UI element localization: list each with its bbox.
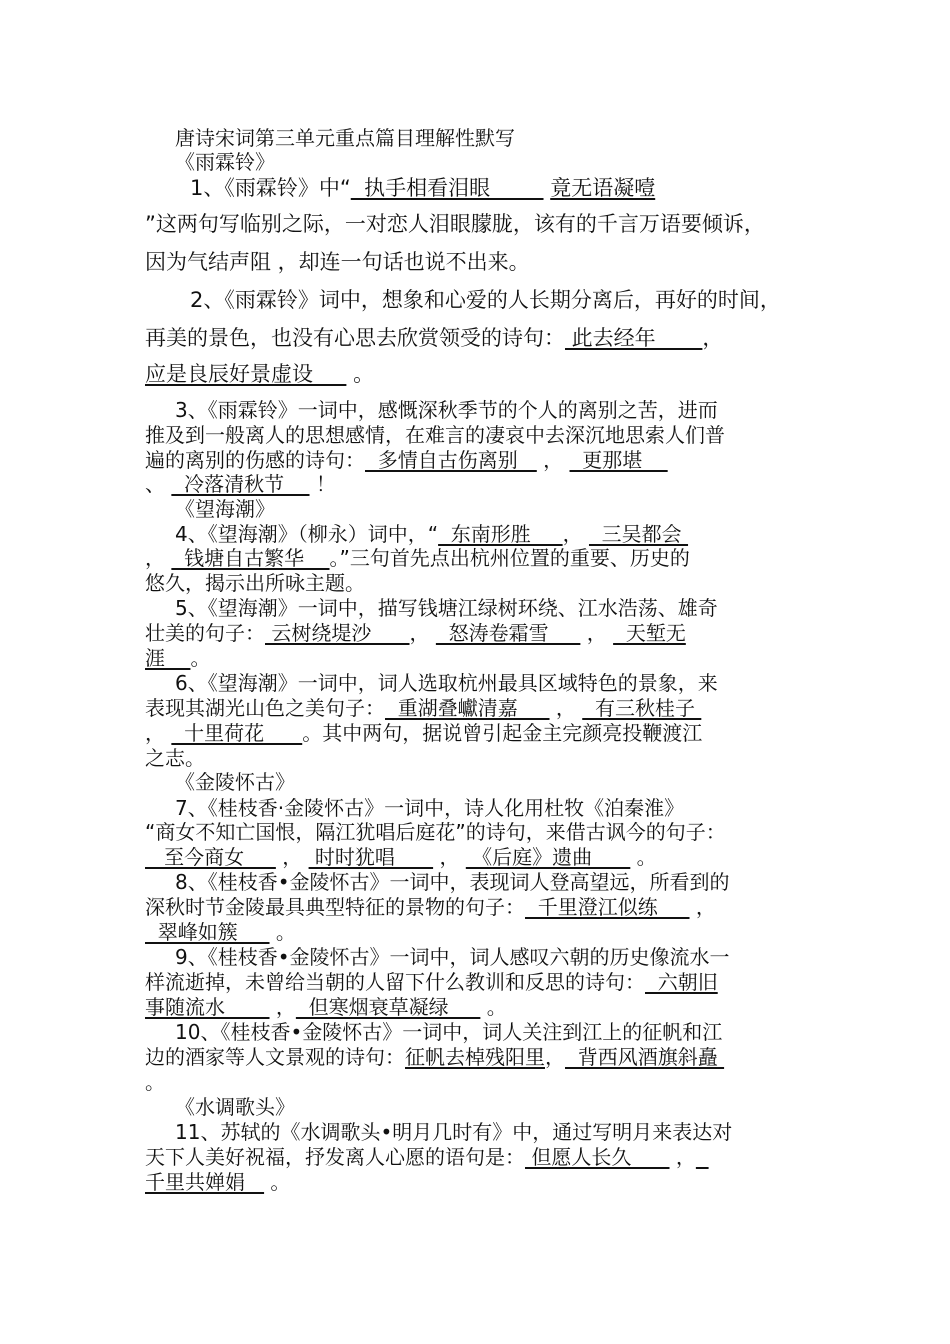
question-11: 11、苏轼的《水调歌头•明月几时有》中，通过写明月来表达对 — [175, 1120, 733, 1144]
answer-blank: 天堑无 — [613, 621, 686, 645]
answer-blank: 应是良辰好景虚设 — [145, 362, 347, 386]
answer-blank: 千里澄江似练 — [525, 895, 690, 919]
question-7-text: “商女不知亡国恨，隔江犹唱后庭花”的诗句，来借古讽今的句子： — [145, 820, 726, 844]
answer-blank: 十里荷花 — [171, 721, 303, 745]
question-2-text: 应是良辰好景虚设 。 — [145, 362, 375, 386]
question-2: 2、《雨霖铃》词中，想象和心爱的人长期分离后，再好的时间， — [190, 288, 781, 312]
answer-blank: 东南形胜 — [438, 522, 563, 546]
answer-blank: 背西风酒旗斜矗 — [565, 1045, 725, 1069]
answer-blank: 翠峰如簇 — [145, 920, 270, 944]
question-11-text: 天下人美好祝福，抒发离人心愿的语句是： 但愿人长久 ， — [145, 1145, 709, 1169]
question-3: 3、《雨霖铃》一词中，感慨深秋季节的个人的离别之苦，进而 — [175, 398, 718, 422]
question-5: 5、《望海潮》一词中，描写钱塘江绿树环绕、江水浩荡、雄奇 — [175, 596, 718, 620]
question-4-text: ， 钱塘自古繁华 。”三句首先点出杭州位置的重要、历史的 — [145, 546, 690, 570]
answer-blank: 《后庭》遗曲 — [465, 845, 631, 869]
question-4-text: 悠久，揭示出所咏主题。 — [145, 571, 365, 595]
answer-blank: 更那堪 — [569, 448, 668, 472]
question-10-text: 。 — [145, 1070, 165, 1094]
answer-blank: 竟无语凝噎 — [550, 176, 656, 200]
answer-blank: 怒涛卷霜雪 — [435, 621, 581, 645]
question-5-text: 涯 。 — [145, 646, 211, 670]
answer-blank: 征帆去棹残阳里 — [405, 1045, 545, 1069]
question-7: 7、《桂枝香·金陵怀古》一词中，诗人化用杜牧《泊秦淮》 — [175, 796, 685, 820]
question-10-text: 边的酒家等人文景观的诗句：征帆去棹残阳里， 背西风酒旗斜矗 — [145, 1045, 725, 1069]
section-heading: 《水调歌头》 — [175, 1095, 295, 1119]
question-1: 1、《雨霖铃》中“ 执手相看泪眼 竟无语凝噎 — [190, 176, 656, 200]
answer-blank: 至今商女 — [145, 845, 276, 869]
answer-blank: 但寒烟衰草凝绿 — [295, 995, 481, 1019]
question-9-text: 样流逝掉，未曾给当朝的人留下什么教训和反思的诗句： 六朝旧 — [145, 970, 718, 994]
answer-blank: 重湖叠巘清嘉 — [385, 696, 550, 720]
question-2-text: 再美的景色，也没有心思去欣赏领受的诗句： 此去经年 ， — [145, 326, 724, 350]
answer-blank: 六朝旧 — [645, 970, 718, 994]
section-heading: 《金陵怀古》 — [175, 770, 295, 794]
question-6: 6、《望海潮》一词中，词人选取杭州最具区域特色的景象，来 — [175, 671, 718, 695]
answer-blank: 事随流水 — [145, 995, 270, 1019]
question-9: 9、《桂枝香•金陵怀古》一词中，词人感叹六朝的历史像流水一 — [175, 945, 730, 969]
question-4: 4、《望海潮》（柳永）词中，“ 东南形胜 ， 三吴都会 — [175, 522, 689, 546]
answer-blank: 此去经年 — [565, 326, 703, 350]
answer-blank: 但愿人长久 — [525, 1145, 670, 1169]
question-3-text: 、 冷落清秋节 ！ — [145, 472, 336, 496]
question-8-text: 深秋时节金陵最具典型特征的景物的句子： 千里澄江似练 ， — [145, 895, 716, 919]
answer-blank — [696, 1145, 709, 1169]
question-6-text: 之志。 — [145, 746, 205, 770]
question-8-text: 翠峰如簇 。 — [145, 920, 296, 944]
doc-title: 唐诗宋词第三单元重点篇目理解性默写 — [175, 126, 515, 150]
question-1-text: 因为气结声阻 ，却连一句话也说不出来。 — [145, 250, 530, 274]
section-heading: 《雨霖铃》 — [175, 150, 275, 174]
question-3-text: 遍的离别的伤感的诗句： 多情自古伤离别 ， 更那堪 — [145, 448, 668, 472]
answer-blank: 钱塘自古繁华 — [171, 546, 330, 570]
question-8: 8、《桂枝香•金陵怀古》一词中，表现词人登高望远，所看到的 — [175, 870, 730, 894]
question-6-text: 表现其湖光山色之美句子： 重湖叠巘清嘉 ， 有三秋桂子 — [145, 696, 702, 720]
question-1-text: ”这两句写临别之际，一对恋人泪眼朦胧，该有的千言万语要倾诉， — [145, 212, 765, 236]
question-11-text: 千里共婵娟 。 — [145, 1170, 291, 1194]
answer-blank: 执手相看泪眼 — [350, 176, 544, 200]
answer-blank: 三吴都会 — [588, 522, 689, 546]
answer-blank: 涯 — [145, 646, 191, 670]
answer-blank: 千里共婵娟 — [145, 1170, 265, 1194]
answer-blank: 多情自古伤离别 — [365, 448, 537, 472]
answer-blank: 时时犹唱 — [308, 845, 434, 869]
question-5-text: 壮美的句子： 云树绕堤沙 ， 怒涛卷霜雪 ， 天堑无 — [145, 621, 686, 645]
question-10: 10、《桂枝香•金陵怀古》一词中，词人关注到江上的征帆和江 — [175, 1020, 723, 1044]
answer-blank: 有三秋桂子 — [582, 696, 702, 720]
section-heading: 《望海潮》 — [175, 497, 275, 521]
answer-blank: 冷落清秋节 — [171, 472, 310, 496]
question-9-text: 事随流水 ， 但寒烟衰草凝绿 。 — [145, 995, 507, 1019]
question-7-text: 至今商女 ， 时时犹唱 ， 《后庭》遗曲 。 — [145, 845, 657, 869]
question-6-text: ， 十里荷花 。其中两句，据说曾引起金主完颜亮投鞭渡江 — [145, 721, 703, 745]
answer-blank: 云树绕堤沙 — [265, 621, 410, 645]
question-3-text: 推及到一般离人的思想感情，在难言的凄哀中去深沉地思索人们普 — [145, 423, 725, 447]
